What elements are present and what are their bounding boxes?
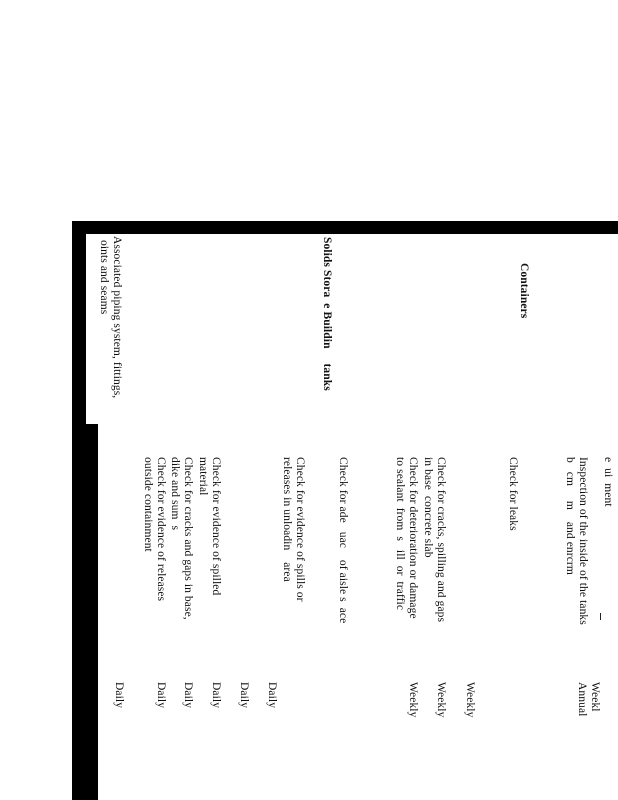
check-releases-line2: outside containment	[142, 457, 154, 552]
check-leaks: Check for leaks	[507, 457, 519, 531]
section-associated-piping-line2: oints and seams	[98, 240, 110, 315]
frequency-daily-aisle: Daily	[266, 682, 278, 709]
frequency-weekly-top: Weekl	[589, 682, 601, 712]
frequency-daily-releases: Daily	[155, 682, 167, 709]
frequency-daily-gaps: Daily	[182, 682, 194, 709]
frequency-weekly-deterioration: Weekly	[407, 682, 419, 718]
check-gaps-line1: Check for cracks and gaps in base,	[182, 457, 194, 620]
check-cracks-line1: Check for cracks, spilling and gaps	[435, 457, 447, 623]
inspect-tanks-line1: Inspection of the inside of the tanks	[577, 457, 589, 625]
frequency-daily-extra: Daily	[113, 682, 125, 709]
check-deterioration-line2: to sealant from s ill or traffic	[394, 457, 406, 611]
section-associated-piping: Associated piping system, fittings,	[111, 236, 123, 399]
frequency-weekly-leaks: Weekly	[464, 682, 476, 718]
check-spilled-line1: Check for evidence of spilled	[210, 457, 222, 596]
frequency-daily-spills: Daily	[238, 682, 250, 709]
check-cracks-line2: in base concrete slab	[422, 457, 434, 558]
frequency-daily-spilled: Daily	[210, 682, 222, 709]
check-aisle-space: Check for ade uac of aisle s ace	[337, 457, 349, 624]
check-gaps-line2: dike and sum s	[169, 457, 181, 531]
check-deterioration-line1: Check for deterioration or damage	[407, 457, 419, 619]
frequency-weekly-cracks: Weekly	[435, 682, 447, 718]
section-containers: Containers	[518, 263, 530, 319]
equipment-fragment: e ui ment	[602, 457, 614, 507]
check-spills-line2: releases in unloadin area	[281, 457, 293, 582]
frequency-annual: Annual	[576, 682, 588, 717]
inspect-tanks-line2: b cm m and enrcrm	[564, 457, 576, 575]
check-spilled-line2: material	[197, 457, 209, 496]
section-solids-storage: Solids Stora e Buildin tanks	[321, 237, 333, 391]
check-releases-line1: Check for evidence of releases	[155, 457, 167, 602]
scan-border-notch	[86, 424, 98, 800]
scan-border-top	[72, 221, 618, 234]
scan-mark	[600, 613, 601, 620]
check-spills-line1: Check for evidence of spills or	[294, 457, 306, 602]
